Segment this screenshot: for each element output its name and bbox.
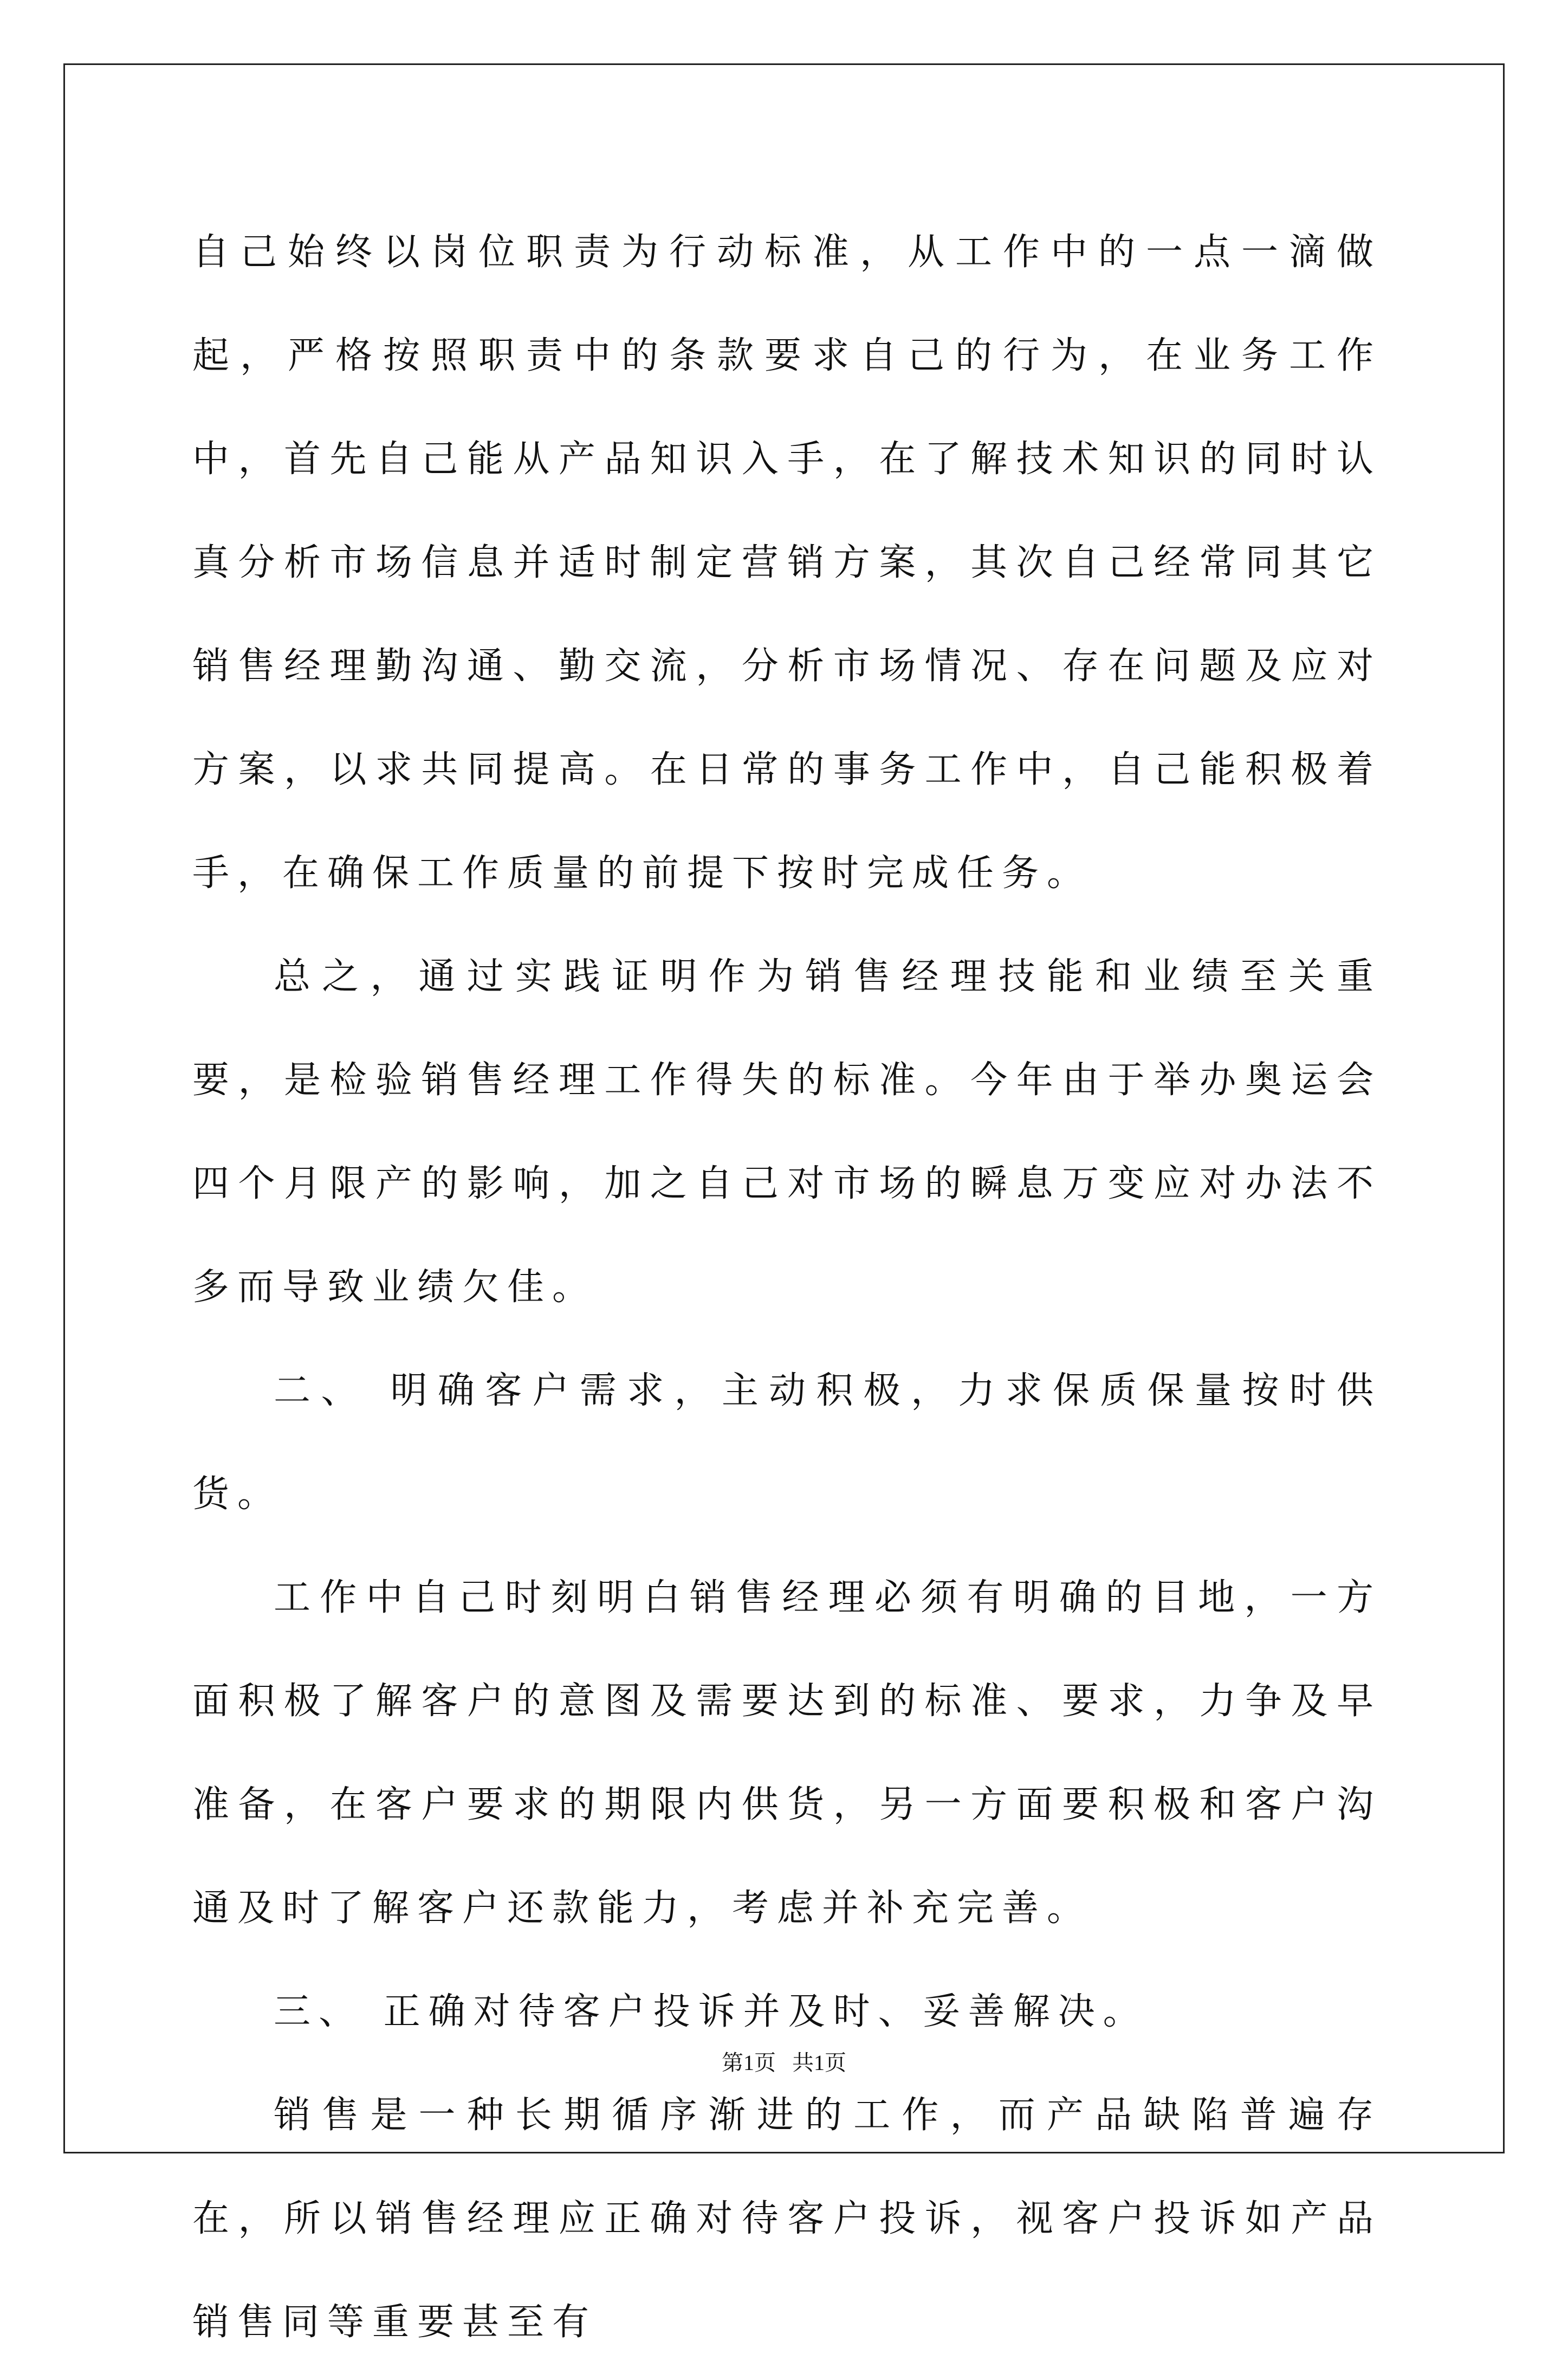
paragraph-customer-needs: 工作中自己时刻明白销售经理必须有明确的目地，一方面积极了解客户的意图及需要达到的标准、要求，力争及早准备，在客户要求的期限内供货，另一方面要积极和客户沟通及时了解客户还款能力，考虑并补充完善。 [192, 1576, 1382, 1930]
page-total: 共1页 [792, 2050, 846, 2075]
section-heading-three: 三、 正确对待客户投诉并及时、妥善解决。 [274, 1990, 1148, 2033]
page-number: 第1页 [722, 2050, 776, 2075]
paragraph-summary: 总之，通过实践证明作为销售经理技能和业绩至关重要，是检验销售经理工作得失的标准。今年由于举办奥运会四个月限产的影响，加之自己对市场的瞬息万变应对办法不多而导致业绩欠佳。 [192, 955, 1382, 1309]
paragraph-complaints: 销售是一种长期循序渐进的工作，而产品缺陷普遍存在，所以销售经理应正确对待客户投诉，视客户投诉如产品销售同等重要甚至有 [192, 2094, 1382, 2344]
paragraph-job-duties: 自己始终以岗位职责为行动标准，从工作中的一点一滴做起，严格按照职责中的条款要求自己的行为，在业务工作中，首先自己能从产品知识入手，在了解技术知识的同时认真分析市场信息并适时制定营销方案，其次自己经常同其它销售经理勤沟通、勤交流，分析市场情况、存在问题及应对方案，以求共同提高。在日常的事务工作中，自己能积极着手，在确保工作质量的前提下按时完成任务。 [192, 231, 1382, 895]
section-heading-two: 二、 明确客户需求，主动积极，力求保质保量按时供货。 [192, 1369, 1382, 1516]
page-footer [0, 2046, 1568, 2077]
